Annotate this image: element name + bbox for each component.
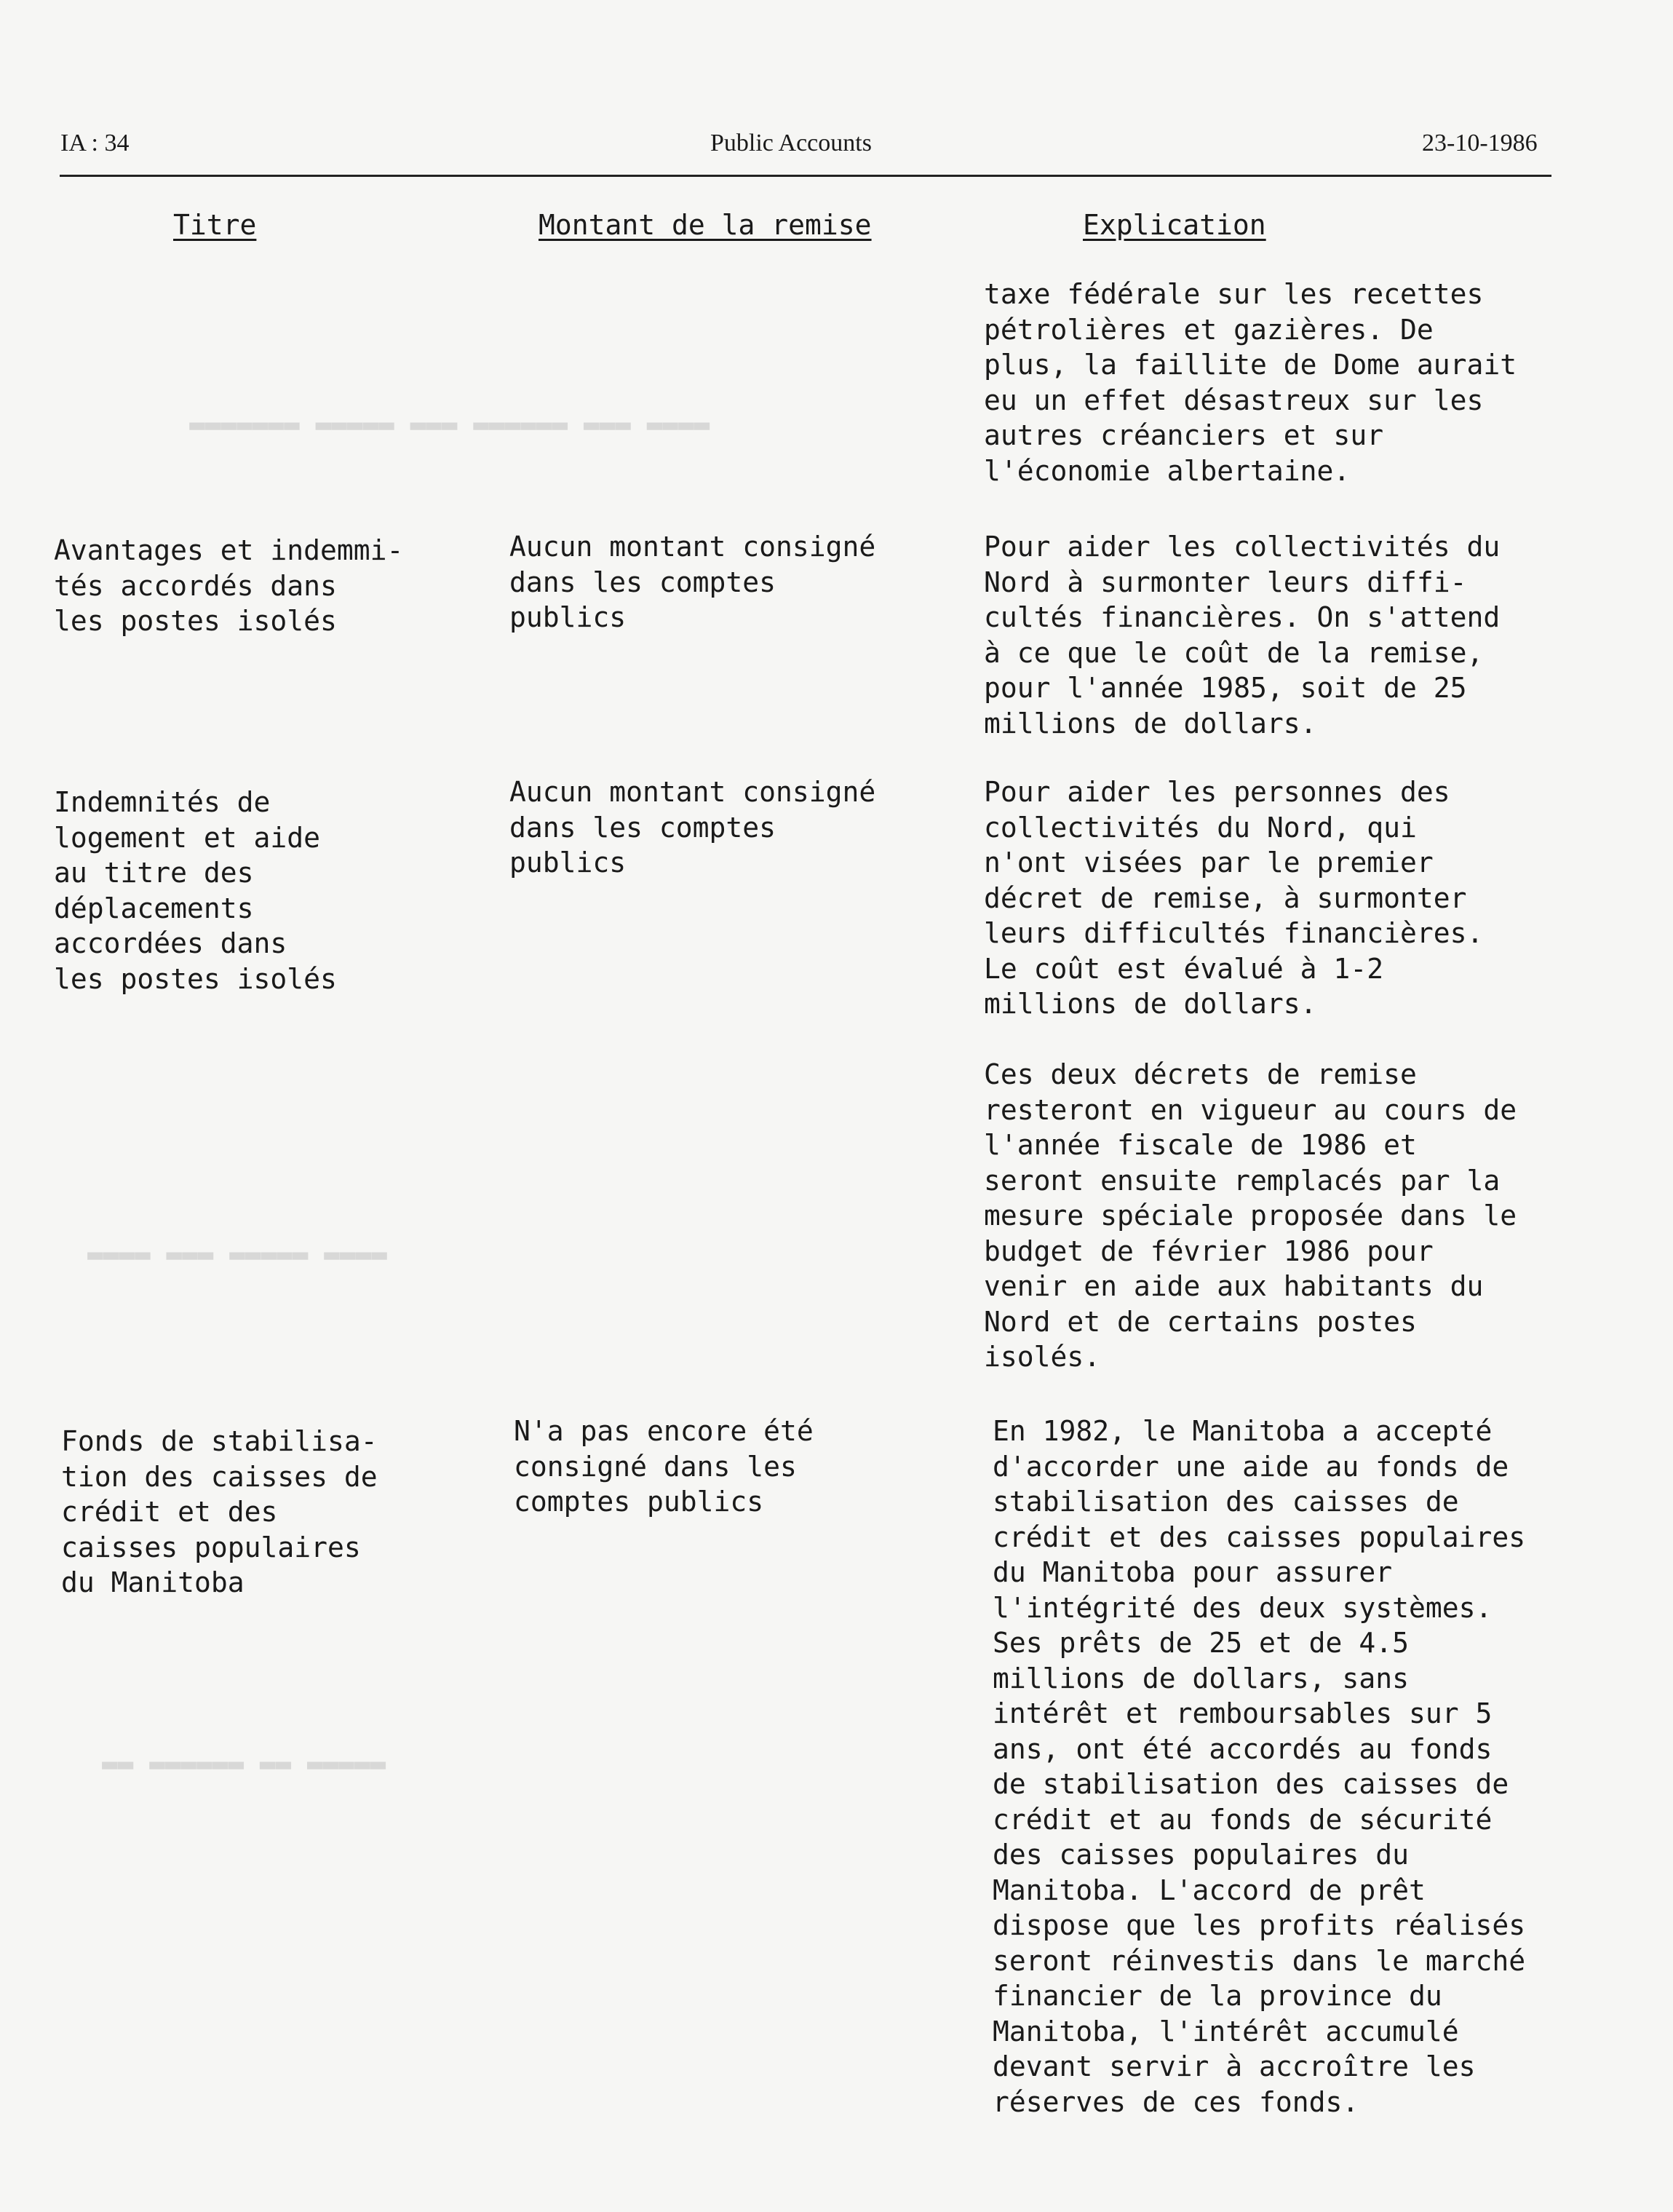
- text-line: de stabilisation des caisses de: [993, 1768, 1509, 1800]
- text-line: Manitoba. L'accord de prêt: [993, 1874, 1426, 1906]
- text-line: publics: [509, 847, 627, 879]
- text-line: Nord et de certains postes: [984, 1305, 1417, 1338]
- text-line: Le coût est évalué à 1-2: [984, 952, 1384, 985]
- row-2-montant: [509, 774, 875, 881]
- text-line: caisses populaires: [61, 1531, 361, 1563]
- text-line: Avantages et indemmi-: [54, 534, 404, 566]
- text-line: au titre des: [54, 857, 254, 889]
- text-line: taxe fédérale sur les recettes: [984, 278, 1484, 310]
- text-line: crédit et des caisses populaires: [993, 1521, 1526, 1553]
- text-line: autres créanciers et sur: [984, 419, 1384, 451]
- text-line: isolés.: [984, 1341, 1101, 1373]
- text-line: l'année fiscale de 1986 et: [984, 1129, 1417, 1161]
- text-line: les postes isolés: [54, 605, 337, 637]
- text-line: financier de la province du: [993, 1980, 1442, 2012]
- text-line: l'économie albertaine.: [984, 454, 1351, 487]
- text-line: logement et aide: [54, 821, 321, 854]
- text-line: Manitoba, l'intérêt accumulé: [993, 2015, 1459, 2048]
- row-1-explication: [984, 529, 1500, 741]
- column-heading-explication: Explication: [1083, 209, 1266, 241]
- text-line: d'accorder une aide au fonds de: [993, 1450, 1509, 1483]
- row-2-explication: [984, 774, 1483, 1022]
- text-line: Nord à surmonter leurs diffi-: [984, 566, 1467, 598]
- bleed-through-texture: ▬▬▬▬▬ ▬▬ ▬▬▬▬▬▬ ▬▬: [102, 1749, 386, 1779]
- text-line: pétrolières et gazières. De: [984, 313, 1434, 346]
- text-line: publics: [509, 601, 627, 633]
- text-line: N'a pas encore été: [514, 1415, 814, 1447]
- text-line: seront réinvestis dans le marché: [993, 1944, 1526, 1977]
- row-4-titre: [61, 1424, 378, 1601]
- column-heading-titre: Titre: [173, 209, 257, 241]
- text-line: pour l'année 1985, soit de 25: [984, 672, 1467, 704]
- text-line: mesure spéciale proposée dans le: [984, 1200, 1517, 1232]
- text-line: du Manitoba pour assurer: [993, 1556, 1393, 1588]
- text-line: Indemnités de: [54, 786, 271, 818]
- bleed-through-texture: ▬▬▬▬ ▬▬▬ ▬▬▬▬▬▬ ▬▬▬ ▬▬▬▬▬ ▬▬▬▬▬▬▬: [189, 410, 710, 440]
- text-line: Pour aider les collectivités du: [984, 531, 1501, 563]
- text-line: dispose que les profits réalisés: [993, 1909, 1526, 1941]
- text-line: crédit et des: [61, 1496, 278, 1528]
- text-line: stabilisation des caisses de: [993, 1486, 1459, 1518]
- text-line: décret de remise, à surmonter: [984, 881, 1467, 914]
- page-reference: IA : 34: [60, 130, 130, 156]
- text-line: consigné dans les: [514, 1450, 797, 1483]
- text-line: ans, ont été accordés au fonds: [993, 1732, 1493, 1765]
- text-line: intérêt et remboursables sur 5: [993, 1697, 1493, 1729]
- text-line: dans les comptes: [509, 566, 776, 598]
- text-line: Ces deux décrets de remise: [984, 1058, 1417, 1090]
- text-line: Aucun montant consigné: [509, 776, 876, 808]
- text-line: les postes isolés: [54, 962, 337, 995]
- text-line: budget de février 1986 pour: [984, 1234, 1434, 1267]
- text-line: comptes publics: [514, 1486, 764, 1518]
- text-line: Ses prêts de 25 et de 4.5: [993, 1627, 1409, 1659]
- text-line: millions de dollars.: [984, 988, 1317, 1020]
- text-line: millions de dollars.: [984, 707, 1317, 740]
- text-line: du Manitoba: [61, 1566, 245, 1598]
- document-title: Public Accounts: [710, 130, 872, 156]
- text-line: millions de dollars, sans: [993, 1662, 1409, 1694]
- page-header: [0, 130, 1673, 173]
- text-line: crédit et au fonds de sécurité: [993, 1803, 1493, 1836]
- row-4-montant: [514, 1414, 814, 1520]
- document-date: 23-10-1986: [1422, 130, 1538, 156]
- text-line: devant servir à accroître les: [993, 2050, 1476, 2082]
- text-line: l'intégrité des deux systèmes.: [993, 1591, 1493, 1624]
- text-line: à ce que le coût de la remise,: [984, 636, 1484, 669]
- text-line: leurs difficultés financières.: [984, 917, 1484, 949]
- text-line: déplacements: [54, 892, 254, 924]
- row-3-explication: [984, 1057, 1517, 1375]
- text-line: collectivités du Nord, qui: [984, 811, 1417, 844]
- text-line: dans les comptes: [509, 811, 776, 844]
- text-line: En 1982, le Manitoba a accepté: [993, 1415, 1493, 1447]
- text-line: Aucun montant consigné: [509, 531, 876, 563]
- row-1-titre: [54, 533, 403, 639]
- header-rule: [60, 175, 1551, 177]
- text-line: cultés financières. On s'attend: [984, 601, 1501, 633]
- text-line: eu un effet désastreux sur les: [984, 384, 1484, 416]
- row-1-montant: [509, 529, 875, 635]
- bleed-through-texture: ▬▬▬▬ ▬▬▬▬▬ ▬▬▬ ▬▬▬▬: [87, 1240, 387, 1269]
- text-line: n'ont visées par le premier: [984, 847, 1434, 879]
- text-line: plus, la faillite de Dome aurait: [984, 349, 1517, 381]
- text-line: tés accordés dans: [54, 569, 337, 602]
- text-line: Pour aider les personnes des: [984, 776, 1450, 808]
- column-heading-montant: Montant de la remise: [539, 209, 872, 241]
- text-line: des caisses populaires du: [993, 1839, 1409, 1871]
- explication-continued: [984, 277, 1517, 488]
- text-line: seront ensuite remplacés par la: [984, 1164, 1501, 1197]
- text-line: réserves de ces fonds.: [993, 2085, 1359, 2118]
- text-line: venir en aide aux habitants du: [984, 1270, 1484, 1302]
- text-line: Fonds de stabilisa-: [61, 1425, 378, 1457]
- row-2-titre: [54, 785, 337, 996]
- row-4-explication: [993, 1414, 1525, 2120]
- text-line: accordées dans: [54, 927, 287, 959]
- text-line: tion des caisses de: [61, 1460, 378, 1493]
- text-line: resteront en vigueur au cours de: [984, 1093, 1517, 1126]
